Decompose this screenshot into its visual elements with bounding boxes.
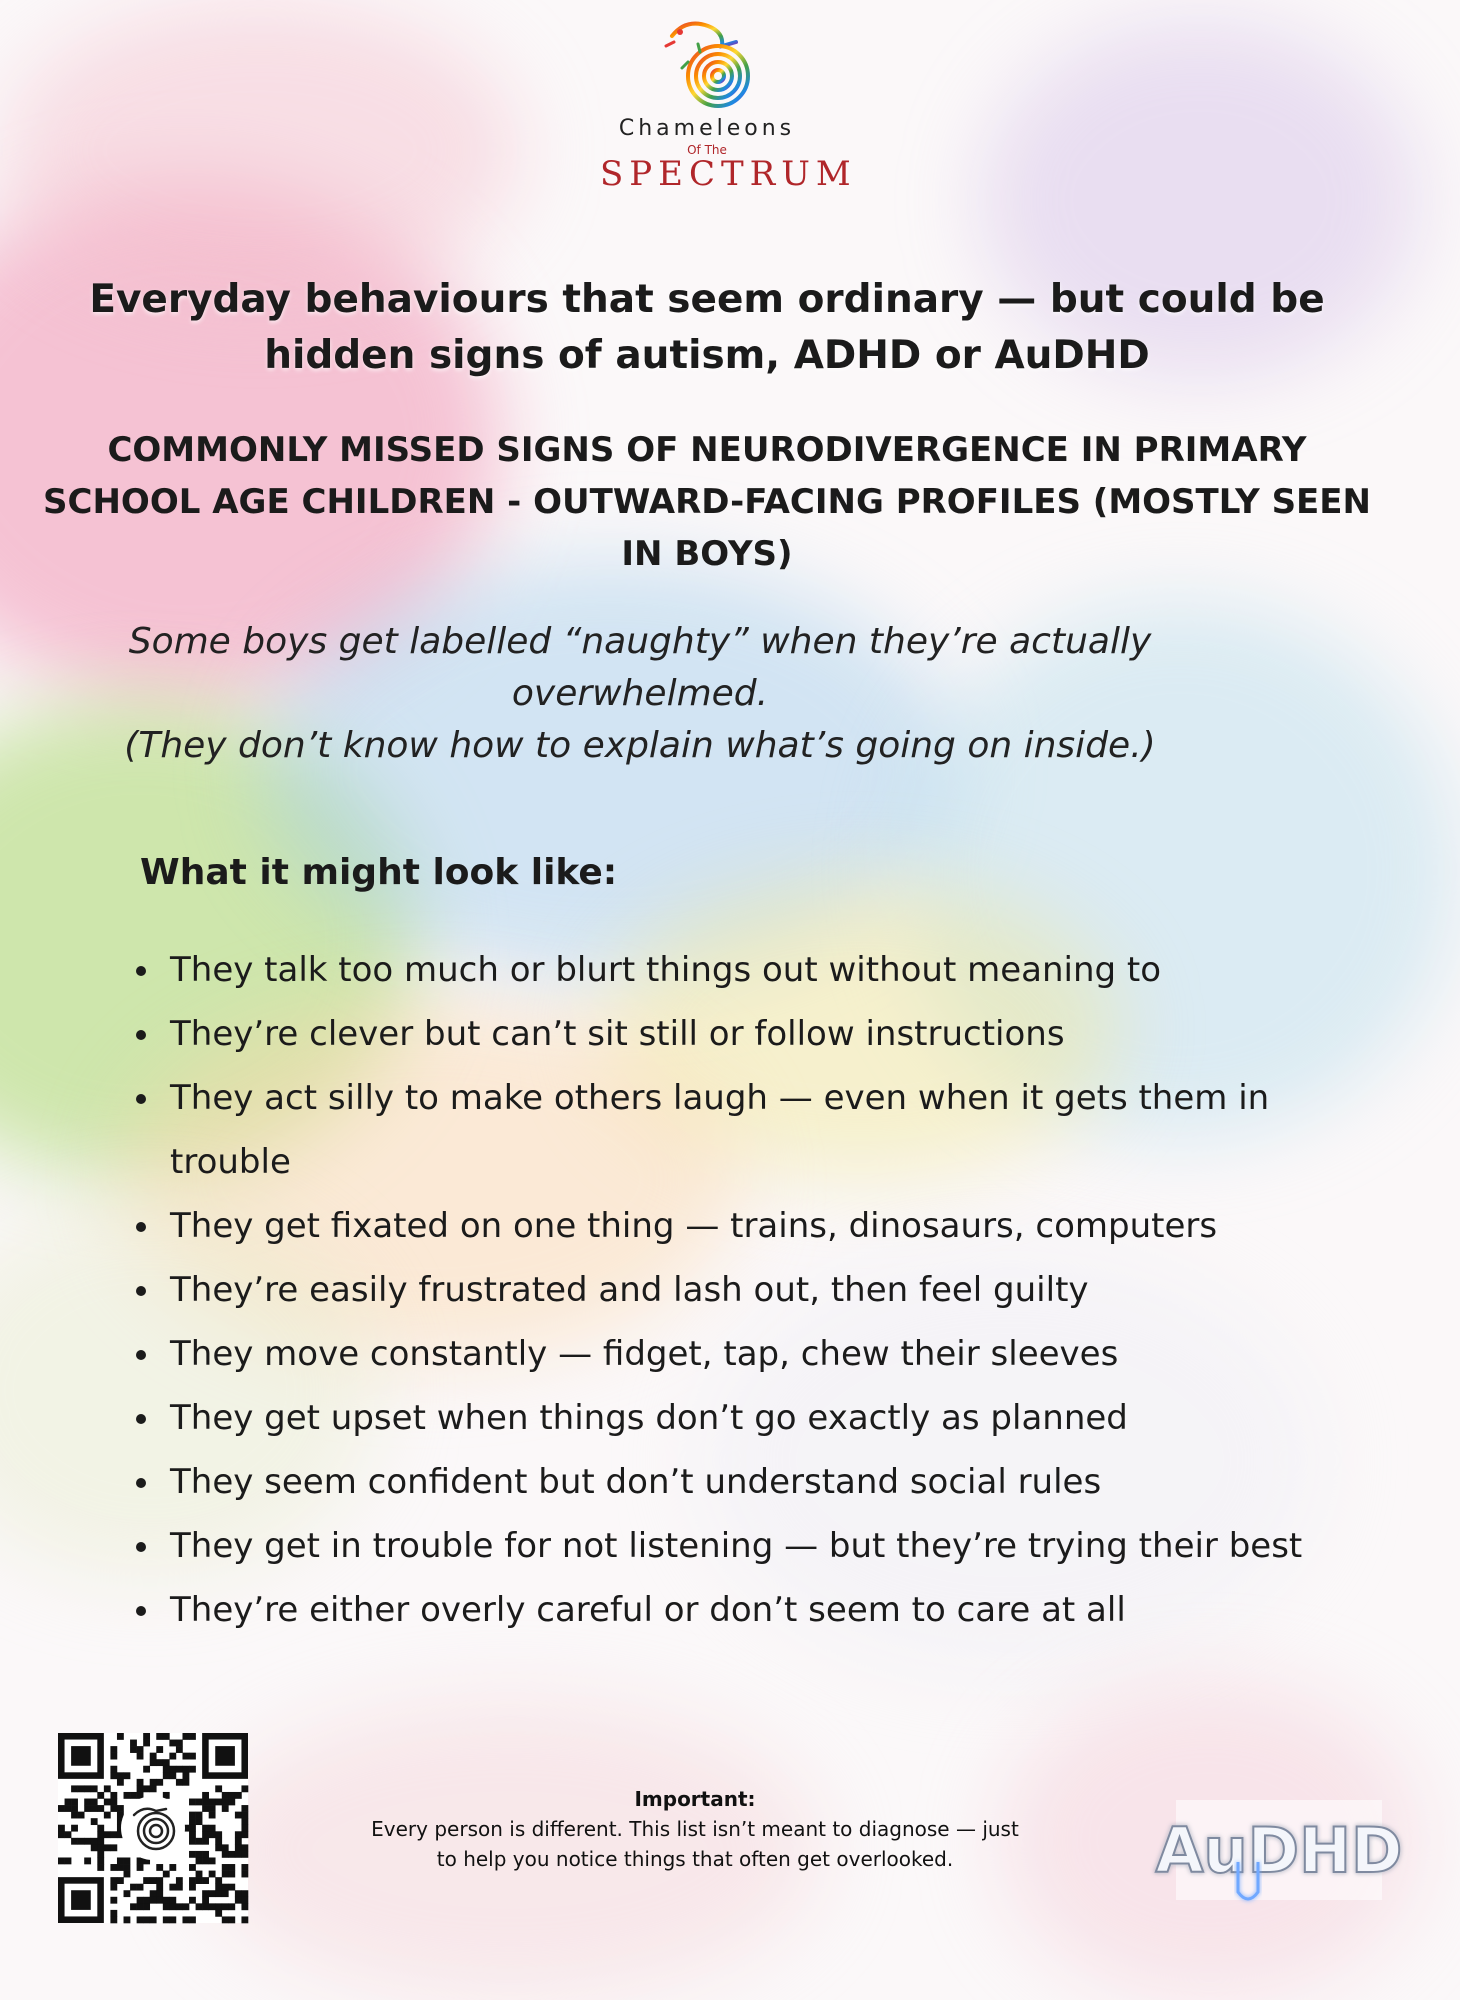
bullet-icon <box>136 1094 146 1104</box>
list-item-text: They’re clever but can’t sit still or follow instructions <box>170 1014 1065 1054</box>
bullet-icon <box>136 1606 146 1616</box>
important-note <box>370 1784 1020 1874</box>
list-item <box>130 1386 1310 1450</box>
bullet-icon <box>136 1350 146 1360</box>
section-subtitle: COMMONLY MISSED SIGNS OF NEURODIVERGENCE IN PRIMARY SCHOOL AGE CHILDREN - OUTWARD-FACING PROFILES (MOSTLY SEEN IN BOYS) <box>43 430 1371 574</box>
list-item <box>130 1578 1310 1642</box>
logo-text-chameleons: Chameleons <box>618 116 796 141</box>
list-heading: What it might look like: <box>140 852 618 893</box>
bullet-icon <box>136 1286 146 1296</box>
list-item <box>130 1514 1310 1578</box>
bullet-icon <box>136 1542 146 1552</box>
list-item-text: They’re either overly careful or don’t seem to care at all <box>170 1590 1126 1630</box>
note-heading: Important: <box>634 1787 756 1811</box>
qr-code[interactable] <box>58 1733 248 1923</box>
list-item <box>130 938 1310 1002</box>
badge-text: AuDHD <box>1155 1814 1403 1887</box>
list-item <box>130 1258 1310 1322</box>
bullet-icon <box>136 1414 146 1424</box>
bullet-icon <box>136 1030 146 1040</box>
page-title: Everyday behaviours that seem ordinary — but could be hidden signs of autism, ADHD or AuDHD <box>89 277 1325 378</box>
chameleons-logo <box>600 12 857 212</box>
logo-text-spectrum: SPECTRUM <box>600 154 857 194</box>
qr-chameleon-logo-icon <box>121 1796 185 1860</box>
list-item-text: They get fixated on one thing — trains, dinosaurs, computers <box>170 1206 1218 1246</box>
logo-text-of-the: Of The <box>687 143 727 157</box>
list-item-text: They get in trouble for not listening — but they’re trying their best <box>170 1526 1303 1566</box>
intro-line-2: (They don’t know how to explain what’s going on inside.) <box>124 725 1156 766</box>
list-item <box>130 1450 1310 1514</box>
list-item <box>130 1066 1310 1194</box>
chameleon-spiral-icon <box>652 12 762 112</box>
bullet-icon <box>136 1222 146 1232</box>
list-item <box>130 1194 1310 1258</box>
audhd-badge <box>1155 1800 1403 1910</box>
signs-list <box>130 938 1310 1642</box>
bullet-icon <box>136 1478 146 1488</box>
list-item-text: They talk too much or blurt things out without meaning to <box>170 950 1162 990</box>
intro-line-1: Some boys get labelled “naughty” when they’re actually overwhelmed. <box>128 621 1152 714</box>
list-item-text: They act silly to make others laugh — even when it gets them in trouble <box>170 1078 1270 1182</box>
list-item <box>130 1322 1310 1386</box>
intro-text <box>90 616 1190 772</box>
list-item-text: They get upset when things don’t go exactly as planned <box>170 1398 1128 1438</box>
bullet-icon <box>136 966 146 976</box>
list-item-text: They’re easily frustrated and lash out, then feel guilty <box>170 1270 1089 1310</box>
note-body: Every person is different. This list isn’t meant to diagnose — just to help you notice things that often get overlooked. <box>371 1817 1019 1871</box>
list-item-text: They seem confident but don’t understand social rules <box>170 1462 1102 1502</box>
list-item-text: They move constantly — fidget, tap, chew their sleeves <box>170 1334 1119 1374</box>
list-item <box>130 1002 1310 1066</box>
